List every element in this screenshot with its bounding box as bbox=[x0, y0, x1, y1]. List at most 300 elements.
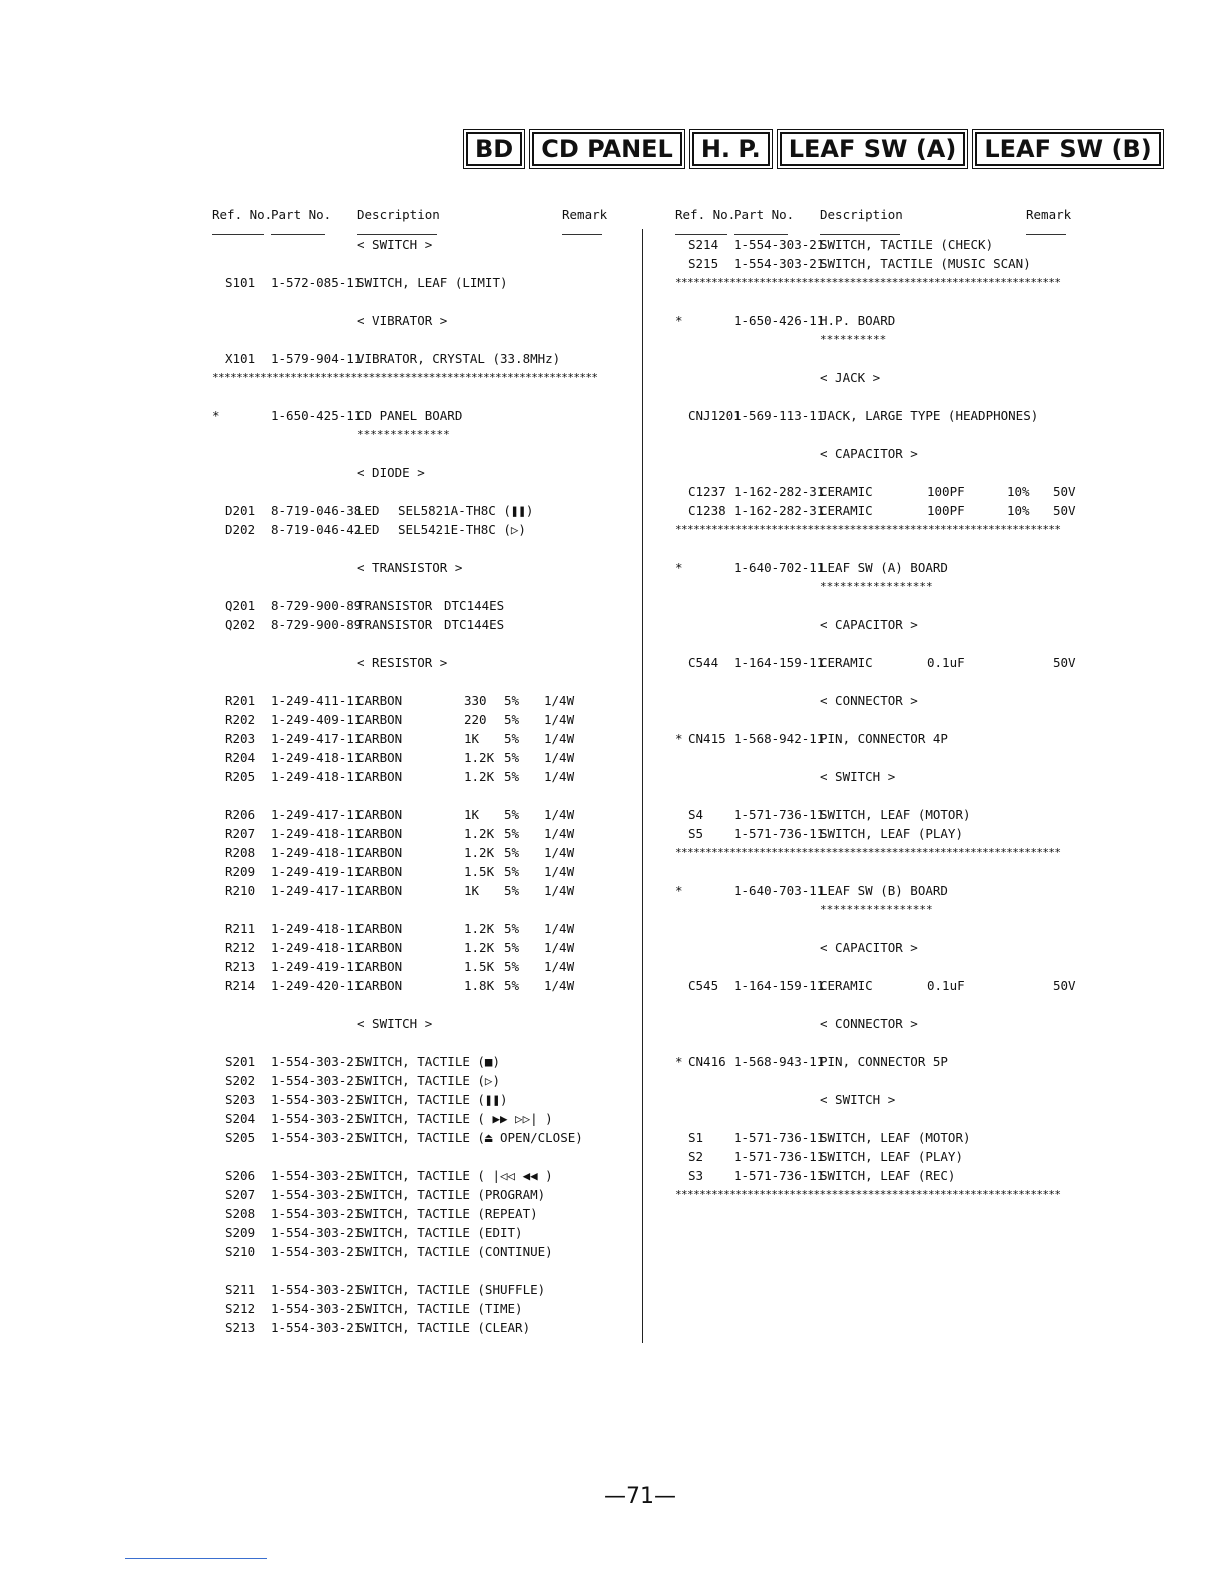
spacer bbox=[675, 1033, 1080, 1052]
description: SWITCH, LEAF (MOTOR) bbox=[820, 1130, 971, 1145]
part-number: 1-162-282-31 bbox=[734, 484, 825, 499]
part-row bbox=[212, 1299, 617, 1318]
ref-number: R208 bbox=[225, 845, 256, 860]
tolerance: 5% bbox=[504, 845, 520, 860]
spacer bbox=[675, 1109, 1080, 1128]
tolerance: 5% bbox=[504, 750, 520, 765]
board-heading bbox=[212, 406, 617, 425]
value: 1.5K bbox=[464, 864, 495, 879]
part-row bbox=[212, 729, 617, 748]
rating: 50V bbox=[1053, 655, 1076, 670]
description: CARBON bbox=[357, 978, 403, 993]
ref-number: S207 bbox=[225, 1187, 256, 1202]
part-number: 1-554-303-21 bbox=[271, 1301, 362, 1316]
description: SWITCH, TACTILE (▷) bbox=[357, 1073, 500, 1088]
spacer bbox=[675, 672, 1080, 691]
part-row bbox=[212, 1052, 617, 1071]
part-row bbox=[212, 1223, 617, 1242]
ref-number: D201 bbox=[225, 503, 256, 518]
ref-number: S4 bbox=[688, 807, 704, 822]
description: CARBON bbox=[357, 921, 403, 936]
part-number: 1-249-417-11 bbox=[271, 883, 362, 898]
ref-number: D202 bbox=[225, 522, 256, 537]
board-heading bbox=[675, 558, 1080, 577]
ref-number: S1 bbox=[688, 1130, 704, 1145]
rating: 1/4W bbox=[544, 845, 575, 860]
ref-number: CN415 bbox=[688, 731, 726, 746]
part-number: 1-249-418-11 bbox=[271, 921, 362, 936]
rating: 1/4W bbox=[544, 826, 575, 841]
part-row bbox=[675, 482, 1080, 501]
board-name: H.P. BOARD bbox=[820, 313, 896, 328]
description: TRANSISTOR bbox=[357, 598, 433, 613]
replaceable-mark: * bbox=[675, 313, 683, 328]
part-number: 1-650-426-11 bbox=[734, 313, 825, 328]
part-number: 1-554-303-21 bbox=[271, 1187, 362, 1202]
part-row bbox=[212, 596, 617, 615]
description: CARBON bbox=[357, 940, 403, 955]
description: SWITCH, TACTILE (⏏ OPEN/CLOSE) bbox=[357, 1130, 583, 1145]
tolerance: 5% bbox=[504, 826, 520, 841]
spacer bbox=[675, 995, 1080, 1014]
board-heading bbox=[675, 311, 1080, 330]
part-number: 1-249-411-11 bbox=[271, 693, 362, 708]
part-row bbox=[212, 1090, 617, 1109]
part-number: 1-164-159-11 bbox=[734, 978, 825, 993]
ref-number: S204 bbox=[225, 1111, 256, 1126]
category-heading bbox=[675, 1014, 1080, 1033]
footer-line bbox=[125, 1558, 267, 1559]
category-label: < CAPACITOR > bbox=[820, 446, 918, 461]
ref-number: Q202 bbox=[225, 617, 256, 632]
spacer bbox=[675, 463, 1080, 482]
description: SWITCH, LEAF (REC) bbox=[820, 1168, 956, 1183]
description: SWITCH, TACTILE (TIME) bbox=[357, 1301, 523, 1316]
spacer bbox=[675, 710, 1080, 729]
description: SWITCH, TACTILE (■) bbox=[357, 1054, 500, 1069]
category-label: < CAPACITOR > bbox=[820, 617, 918, 632]
right-rows bbox=[675, 235, 1080, 1204]
tolerance: 5% bbox=[504, 978, 520, 993]
part-row bbox=[212, 1242, 617, 1261]
part-row bbox=[675, 406, 1080, 425]
column-header bbox=[675, 207, 1080, 235]
ref-number: S213 bbox=[225, 1320, 256, 1335]
part-number: 1-640-703-11 bbox=[734, 883, 825, 898]
value: 1.2K bbox=[464, 769, 495, 784]
header-remark: Remark bbox=[562, 207, 608, 222]
rating: 50V bbox=[1053, 978, 1076, 993]
description: SWITCH, LEAF (PLAY) bbox=[820, 826, 963, 841]
category-label: < RESISTOR > bbox=[357, 655, 448, 670]
part-row bbox=[212, 1128, 617, 1147]
part-row bbox=[675, 976, 1080, 995]
tolerance: 5% bbox=[504, 769, 520, 784]
separator-stars: **************************************************************** bbox=[675, 1188, 1061, 1201]
part-number: 1-568-942-11 bbox=[734, 731, 825, 746]
part-row bbox=[675, 254, 1080, 273]
category-label: < JACK > bbox=[820, 370, 881, 385]
part-number: 1-569-113-11 bbox=[734, 408, 825, 423]
separator-stars: **************************************************************** bbox=[675, 846, 1061, 859]
spacer bbox=[675, 862, 1080, 881]
ref-number: S212 bbox=[225, 1301, 256, 1316]
value: 1.2K bbox=[464, 921, 495, 936]
category-label: < VIBRATOR > bbox=[357, 313, 448, 328]
rating: 1/4W bbox=[544, 807, 575, 822]
description: CERAMIC bbox=[820, 978, 873, 993]
part-number: 1-554-303-21 bbox=[734, 256, 825, 271]
ref-number: S206 bbox=[225, 1168, 256, 1183]
part-row bbox=[212, 501, 617, 520]
description: VIBRATOR, CRYSTAL (33.8MHz) bbox=[357, 351, 561, 366]
spacer bbox=[212, 1147, 617, 1166]
value: 1K bbox=[464, 807, 480, 822]
category-heading bbox=[675, 938, 1080, 957]
header-desc: Description bbox=[820, 207, 903, 222]
category-label: < TRANSISTOR > bbox=[357, 560, 463, 575]
board-name: LEAF SW (B) BOARD bbox=[820, 883, 948, 898]
value: 1.8K bbox=[464, 978, 495, 993]
part-row bbox=[675, 653, 1080, 672]
part-row bbox=[675, 1166, 1080, 1185]
header-desc: Description bbox=[357, 207, 440, 222]
part-row bbox=[212, 862, 617, 881]
part-row bbox=[675, 1128, 1080, 1147]
ref-number: C544 bbox=[688, 655, 719, 670]
tag-cd-panel: CD PANEL bbox=[532, 132, 682, 166]
part-row bbox=[212, 843, 617, 862]
rating: 1/4W bbox=[544, 864, 575, 879]
board-stars: ***************** bbox=[820, 903, 933, 916]
ref-number: R203 bbox=[225, 731, 256, 746]
spacer bbox=[212, 539, 617, 558]
ref-number: R205 bbox=[225, 769, 256, 784]
header-part: Part No. bbox=[734, 207, 795, 222]
spacer bbox=[675, 292, 1080, 311]
value: 0.1uF bbox=[927, 978, 965, 993]
spacer bbox=[212, 577, 617, 596]
category-label: < SWITCH > bbox=[357, 237, 433, 252]
value: 330 bbox=[464, 693, 487, 708]
part-number: 1-579-904-11 bbox=[271, 351, 362, 366]
part-row bbox=[212, 349, 617, 368]
part-row bbox=[675, 1052, 1080, 1071]
rating: 1/4W bbox=[544, 921, 575, 936]
part-number: 1-249-418-11 bbox=[271, 769, 362, 784]
separator-stars: **************************************************************** bbox=[675, 276, 1061, 289]
ref-number: R201 bbox=[225, 693, 256, 708]
part-number: 1-249-417-11 bbox=[271, 807, 362, 822]
spacer bbox=[212, 254, 617, 273]
category-heading bbox=[212, 463, 617, 482]
part-row bbox=[675, 805, 1080, 824]
part-row bbox=[212, 615, 617, 634]
part-number: 1-554-303-21 bbox=[271, 1206, 362, 1221]
description: CERAMIC bbox=[820, 655, 873, 670]
header-ref: Ref. No. bbox=[212, 207, 273, 222]
part-row bbox=[212, 767, 617, 786]
part-row bbox=[212, 881, 617, 900]
part-number: 1-249-420-11 bbox=[271, 978, 362, 993]
part-row bbox=[212, 1071, 617, 1090]
category-label: < DIODE > bbox=[357, 465, 425, 480]
description: SWITCH, LEAF (PLAY) bbox=[820, 1149, 963, 1164]
part-number: 1-249-418-11 bbox=[271, 845, 362, 860]
parts-list-right bbox=[675, 207, 1080, 1204]
rating: 1/4W bbox=[544, 693, 575, 708]
ref-number: S215 bbox=[688, 256, 719, 271]
tag-leaf-sw-b: LEAF SW (B) bbox=[975, 132, 1160, 166]
ref-number: S214 bbox=[688, 237, 719, 252]
category-heading bbox=[675, 368, 1080, 387]
description: LED bbox=[357, 522, 380, 537]
part-row bbox=[212, 691, 617, 710]
description: CARBON bbox=[357, 883, 403, 898]
spacer bbox=[675, 387, 1080, 406]
part-number: 8-729-900-89 bbox=[271, 617, 362, 632]
ref-number: CNJ1201 bbox=[688, 408, 741, 423]
description: PIN, CONNECTOR 4P bbox=[820, 731, 948, 746]
description: SWITCH, TACTILE (MUSIC SCAN) bbox=[820, 256, 1031, 271]
description: SWITCH, TACTILE ( ▶▶ ▷▷| ) bbox=[357, 1111, 553, 1126]
description: LED bbox=[357, 503, 380, 518]
category-label: < CONNECTOR > bbox=[820, 693, 918, 708]
part-number: 1-249-417-11 bbox=[271, 731, 362, 746]
ref-number: S202 bbox=[225, 1073, 256, 1088]
type-number: SEL5421E-TH8C (▷) bbox=[398, 522, 526, 537]
header-ref: Ref. No. bbox=[675, 207, 736, 222]
ref-number: X101 bbox=[225, 351, 256, 366]
description: CERAMIC bbox=[820, 484, 873, 499]
rating: 1/4W bbox=[544, 959, 575, 974]
part-row bbox=[212, 805, 617, 824]
type-number: SEL5821A-TH8C (❚❚) bbox=[398, 503, 534, 518]
part-row bbox=[212, 1204, 617, 1223]
board-name: LEAF SW (A) BOARD bbox=[820, 560, 948, 575]
category-heading bbox=[675, 615, 1080, 634]
part-number: 1-554-303-21 bbox=[271, 1092, 362, 1107]
part-number: 8-729-900-89 bbox=[271, 598, 362, 613]
part-row bbox=[212, 1109, 617, 1128]
value: 1.2K bbox=[464, 826, 495, 841]
replaceable-mark: * bbox=[212, 408, 220, 423]
description: SWITCH, TACTILE (REPEAT) bbox=[357, 1206, 538, 1221]
description: JACK, LARGE TYPE (HEADPHONES) bbox=[820, 408, 1039, 423]
ref-number: S101 bbox=[225, 275, 256, 290]
replaceable-mark: * bbox=[675, 560, 683, 575]
board-heading bbox=[675, 881, 1080, 900]
spacer bbox=[675, 596, 1080, 615]
ref-number: R212 bbox=[225, 940, 256, 955]
part-row bbox=[675, 235, 1080, 254]
tag-bd: BD bbox=[466, 132, 522, 166]
part-number: 1-249-418-11 bbox=[271, 826, 362, 841]
description: CARBON bbox=[357, 845, 403, 860]
part-row bbox=[212, 748, 617, 767]
description: CARBON bbox=[357, 712, 403, 727]
spacer bbox=[212, 292, 617, 311]
value: 0.1uF bbox=[927, 655, 965, 670]
value: 1K bbox=[464, 731, 480, 746]
spacer bbox=[212, 900, 617, 919]
rating: 1/4W bbox=[544, 940, 575, 955]
rating: 1/4W bbox=[544, 978, 575, 993]
rating: 1/4W bbox=[544, 769, 575, 784]
ref-number: R209 bbox=[225, 864, 256, 879]
part-number: 1-554-303-21 bbox=[271, 1073, 362, 1088]
spacer bbox=[212, 672, 617, 691]
description: SWITCH, TACTILE (CLEAR) bbox=[357, 1320, 531, 1335]
tolerance: 5% bbox=[504, 693, 520, 708]
ref-number: C1238 bbox=[688, 503, 726, 518]
part-number: 1-554-303-21 bbox=[271, 1225, 362, 1240]
description: CERAMIC bbox=[820, 503, 873, 518]
spacer bbox=[675, 748, 1080, 767]
tolerance: 5% bbox=[504, 731, 520, 746]
spacer bbox=[675, 349, 1080, 368]
ref-number: C545 bbox=[688, 978, 719, 993]
part-number: 1-164-159-11 bbox=[734, 655, 825, 670]
part-row bbox=[212, 520, 617, 539]
ref-number: R214 bbox=[225, 978, 256, 993]
part-number: 1-571-736-11 bbox=[734, 807, 825, 822]
board-stars: ***************** bbox=[820, 580, 933, 593]
type-number: DTC144ES bbox=[444, 598, 505, 613]
part-number: 1-249-419-11 bbox=[271, 959, 362, 974]
spacer bbox=[675, 425, 1080, 444]
part-row bbox=[212, 273, 617, 292]
value: 100PF bbox=[927, 484, 965, 499]
description: CARBON bbox=[357, 693, 403, 708]
description: CARBON bbox=[357, 731, 403, 746]
ref-number: S201 bbox=[225, 1054, 256, 1069]
board-underline-stars bbox=[675, 330, 1080, 349]
part-number: 1-650-425-11 bbox=[271, 408, 362, 423]
category-label: < CAPACITOR > bbox=[820, 940, 918, 955]
category-label: < CONNECTOR > bbox=[820, 1016, 918, 1031]
part-number: 1-554-303-21 bbox=[271, 1130, 362, 1145]
value: 1.5K bbox=[464, 959, 495, 974]
ref-number: R211 bbox=[225, 921, 256, 936]
rating: 1/4W bbox=[544, 731, 575, 746]
category-heading bbox=[212, 653, 617, 672]
part-number: 1-571-736-11 bbox=[734, 826, 825, 841]
tag-leaf-sw-a: LEAF SW (A) bbox=[780, 132, 966, 166]
ref-number: S203 bbox=[225, 1092, 256, 1107]
description: SWITCH, TACTILE (PROGRAM) bbox=[357, 1187, 546, 1202]
part-number: 1-571-736-11 bbox=[734, 1149, 825, 1164]
part-number: 1-554-303-21 bbox=[271, 1111, 362, 1126]
rating: 1/4W bbox=[544, 750, 575, 765]
spacer bbox=[675, 1071, 1080, 1090]
ref-number: S5 bbox=[688, 826, 704, 841]
separator-stars: **************************************************************** bbox=[212, 371, 598, 384]
part-number: 1-572-085-11 bbox=[271, 275, 362, 290]
part-row bbox=[212, 824, 617, 843]
description: CARBON bbox=[357, 864, 403, 879]
part-row bbox=[675, 729, 1080, 748]
ref-number: R202 bbox=[225, 712, 256, 727]
category-heading bbox=[675, 691, 1080, 710]
part-number: 1-554-303-21 bbox=[271, 1320, 362, 1335]
ref-number: S211 bbox=[225, 1282, 256, 1297]
ref-number: R204 bbox=[225, 750, 256, 765]
ref-number: R210 bbox=[225, 883, 256, 898]
part-row bbox=[675, 501, 1080, 520]
description: SWITCH, TACTILE (SHUFFLE) bbox=[357, 1282, 546, 1297]
part-number: 1-554-303-21 bbox=[734, 237, 825, 252]
part-row bbox=[212, 710, 617, 729]
tolerance: 10% bbox=[1007, 503, 1030, 518]
tolerance: 5% bbox=[504, 940, 520, 955]
separator-stars: **************************************************************** bbox=[675, 523, 1061, 536]
header-part: Part No. bbox=[271, 207, 332, 222]
tag-hp: H. P. bbox=[692, 132, 770, 166]
part-row bbox=[212, 1280, 617, 1299]
type-number: DTC144ES bbox=[444, 617, 505, 632]
part-row bbox=[212, 1166, 617, 1185]
board-name: CD PANEL BOARD bbox=[357, 408, 463, 423]
ref-number: Q201 bbox=[225, 598, 256, 613]
tolerance: 5% bbox=[504, 921, 520, 936]
description: CARBON bbox=[357, 959, 403, 974]
board-stars: ************** bbox=[357, 428, 450, 441]
part-number: 1-554-303-21 bbox=[271, 1168, 362, 1183]
part-row bbox=[675, 1147, 1080, 1166]
part-row bbox=[212, 919, 617, 938]
description: SWITCH, TACTILE (❚❚) bbox=[357, 1092, 508, 1107]
ref-number: R207 bbox=[225, 826, 256, 841]
section-tags bbox=[466, 132, 1152, 172]
description: SWITCH, TACTILE (CHECK) bbox=[820, 237, 994, 252]
description: SWITCH, TACTILE (CONTINUE) bbox=[357, 1244, 553, 1259]
part-number: 1-571-736-11 bbox=[734, 1130, 825, 1145]
description: CARBON bbox=[357, 807, 403, 822]
rating: 50V bbox=[1053, 484, 1076, 499]
spacer bbox=[212, 482, 617, 501]
part-number: 1-249-418-11 bbox=[271, 750, 362, 765]
ref-number: CN416 bbox=[688, 1054, 726, 1069]
header-remark: Remark bbox=[1026, 207, 1072, 222]
spacer bbox=[212, 330, 617, 349]
value: 220 bbox=[464, 712, 487, 727]
part-number: 8-719-046-42 bbox=[271, 522, 362, 537]
board-underline-stars bbox=[675, 900, 1080, 919]
spacer bbox=[675, 539, 1080, 558]
part-number: 8-719-046-38 bbox=[271, 503, 362, 518]
rating: 50V bbox=[1053, 503, 1076, 518]
value: 1.2K bbox=[464, 940, 495, 955]
ref-number: S205 bbox=[225, 1130, 256, 1145]
ref-number: S3 bbox=[688, 1168, 704, 1183]
part-number: 1-249-409-11 bbox=[271, 712, 362, 727]
tolerance: 5% bbox=[504, 864, 520, 879]
part-number: 1-554-303-21 bbox=[271, 1054, 362, 1069]
part-number: 1-249-419-11 bbox=[271, 864, 362, 879]
value: 1.2K bbox=[464, 750, 495, 765]
category-heading bbox=[675, 444, 1080, 463]
ref-number: S209 bbox=[225, 1225, 256, 1240]
description: SWITCH, LEAF (LIMIT) bbox=[357, 275, 508, 290]
part-number: 1-640-702-11 bbox=[734, 560, 825, 575]
part-number: 1-554-303-21 bbox=[271, 1282, 362, 1297]
ref-number: S2 bbox=[688, 1149, 704, 1164]
replaceable-mark: * bbox=[675, 883, 683, 898]
spacer bbox=[212, 634, 617, 653]
category-heading bbox=[212, 311, 617, 330]
tolerance: 5% bbox=[504, 712, 520, 727]
